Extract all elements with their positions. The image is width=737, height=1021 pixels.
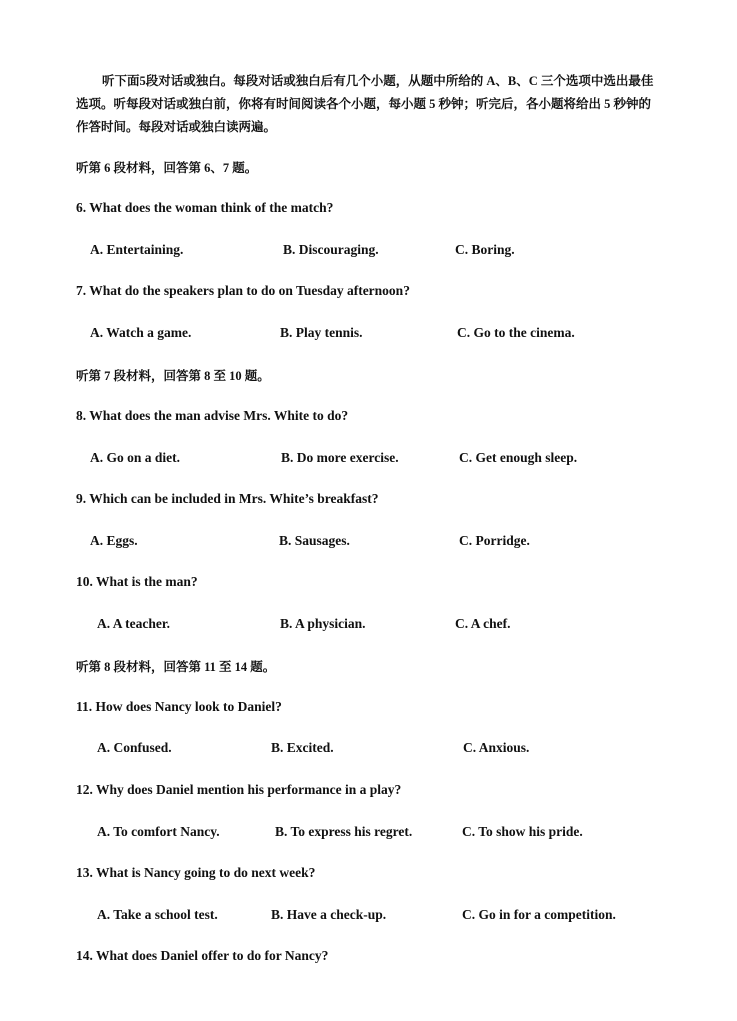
q11-option-b: B. Excited. [271,740,334,755]
question-6: 6. What does the woman think of the match? [76,200,334,215]
instructions-text: 听下面5段对话或独白。每段对话或独白后有几个小题，从题中所给的 A、B、C 三个选项中选出最佳选项。听每段对话或独白前，你将有时间阅读各个小题，每小题 5 秒钟；听完后，各小题将给出 5 秒钟的作答时间。每段对话或独白读两遍。 [76,74,654,134]
q9-option-b: B. Sausages. [279,533,350,548]
section-header-11-14: 听第 8 段材料，回答第 11 至 14 题。 [76,660,276,674]
q6-option-a: A. Entertaining. [90,242,184,257]
question-8: 8. What does the man advise Mrs. White to do? [76,408,349,423]
q6-option-b: B. Discouraging. [283,242,379,257]
instructions [76,70,662,139]
section-header-6-7: 听第 6 段材料，回答第 6、7 题。 [76,161,258,175]
q6-option-c: C. Boring. [455,242,515,257]
q7-option-c: C. Go to the cinema. [457,325,575,340]
q8-option-b: B. Do more exercise. [281,450,399,465]
q13-option-c: C. Go in for a competition. [462,907,616,922]
question-14: 14. What does Daniel offer to do for Nancy? [76,948,329,963]
question-7: 7. What do the speakers plan to do on Tuesday afternoon? [76,283,410,298]
q10-option-a: A. A teacher. [97,616,170,631]
q11-option-c: C. Anxious. [463,740,530,755]
q10-option-c: C. A chef. [455,616,511,631]
q12-option-a: A. To comfort Nancy. [97,824,220,839]
q8-option-a: A. Go on a diet. [90,450,181,465]
q9-option-a: A. Eggs. [90,533,138,548]
question-10: 10. What is the man? [76,574,198,589]
q13-option-a: A. Take a school test. [97,907,218,922]
q12-option-c: C. To show his pride. [462,824,583,839]
q7-option-b: B. Play tennis. [280,325,363,340]
q9-option-c: C. Porridge. [459,533,530,548]
question-12: 12. Why does Daniel mention his performance in a play? [76,782,402,797]
question-11: 11. How does Nancy look to Daniel? [76,699,282,714]
q7-option-a: A. Watch a game. [90,325,192,340]
q8-option-c: C. Get enough sleep. [459,450,578,465]
q10-option-b: B. A physician. [280,616,366,631]
question-9: 9. Which can be included in Mrs. White’s breakfast? [76,491,379,506]
q13-option-b: B. Have a check-up. [271,907,387,922]
q12-option-b: B. To express his regret. [275,824,413,839]
section-header-8-10: 听第 7 段材料，回答第 8 至 10 题。 [76,369,270,383]
question-13: 13. What is Nancy going to do next week? [76,865,316,880]
q11-option-a: A. Confused. [97,740,172,755]
